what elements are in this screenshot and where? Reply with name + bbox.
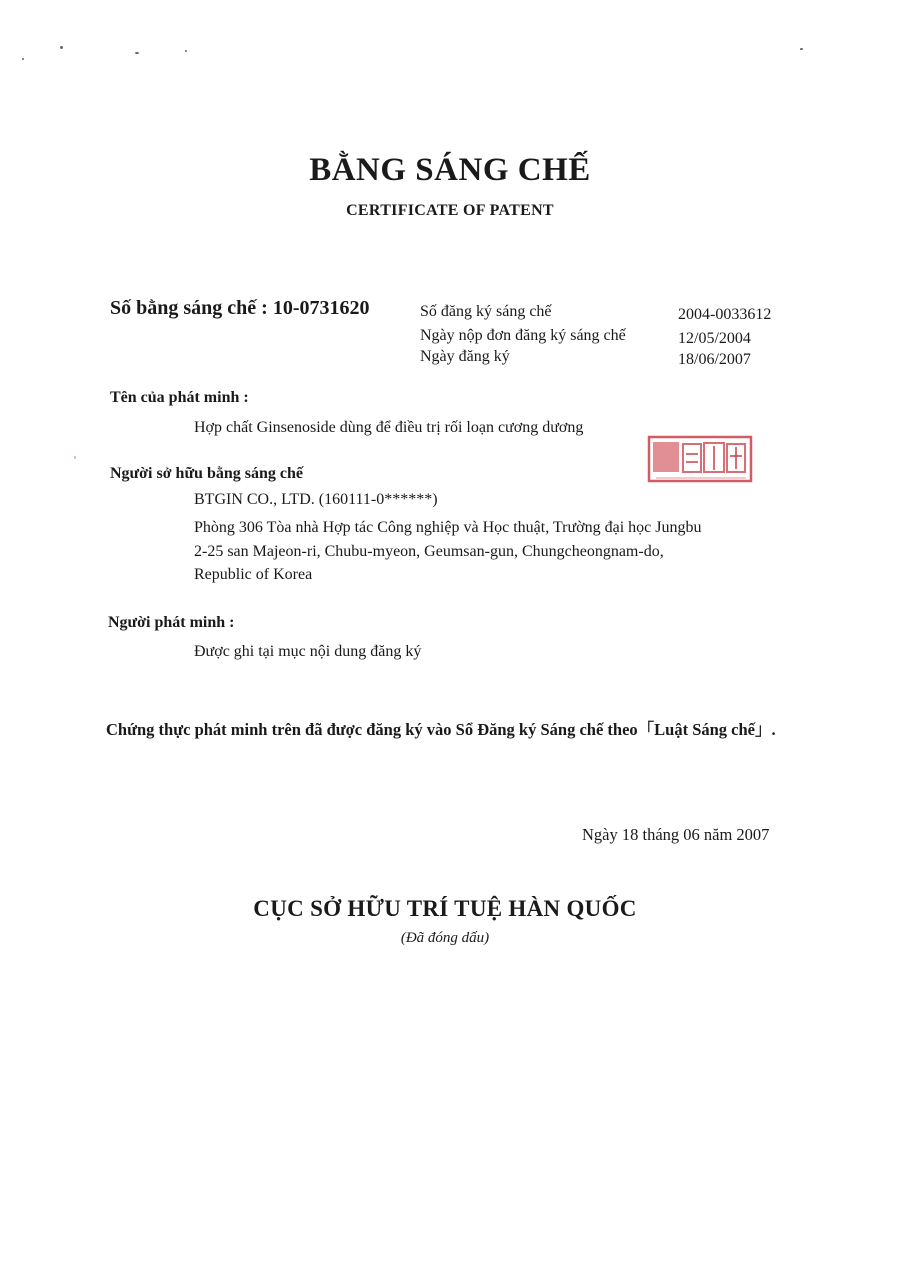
issuing-office: CỤC SỞ HỮU TRÍ TUỆ HÀN QUỐC <box>253 896 637 921</box>
owner-company: BTGIN CO., LTD. (160111-0******) <box>194 491 438 508</box>
red-seal-stamp <box>646 434 754 484</box>
certification-statement: Chứng thực phát minh trên đã được đăng ký vào Sổ Đăng ký Sáng chế theo「Luật Sáng chế」. <box>106 720 776 739</box>
patent-number: Số bằng sáng chế : 10-0731620 <box>110 297 370 319</box>
scan-speck <box>74 456 76 459</box>
owner-label: Người sở hữu bằng sáng chế <box>110 465 303 482</box>
document-title: BẰNG SÁNG CHẾ <box>309 152 591 188</box>
invention-name: Hợp chất Ginsenoside dùng để điều trị rối loạn cương dương <box>194 419 584 436</box>
issue-date: Ngày 18 tháng 06 năm 2007 <box>582 825 770 844</box>
scan-speck <box>135 52 139 54</box>
inventor-value: Được ghi tại mục nội dung đăng ký <box>194 643 422 660</box>
registration-date-value: 18/06/2007 <box>678 351 751 368</box>
registration-number-label: Số đăng ký sáng chế <box>420 303 552 320</box>
owner-country: Republic of Korea <box>194 566 313 583</box>
filing-date-label: Ngày nộp đơn đăng ký sáng chế <box>420 327 626 344</box>
sealed-note: (Đã đóng dấu) <box>400 930 490 946</box>
owner-address-line-1: Phòng 306 Tòa nhà Hợp tác Công nghiệp và Học thuật, Trường đại học Jungbu <box>194 519 702 536</box>
inventor-label: Người phát minh : <box>108 614 235 631</box>
registration-number-value: 2004-0033612 <box>678 306 772 323</box>
owner-address-line-2: 2-25 san Majeon-ri, Chubu-myeon, Geumsan-gun, Chungcheongnam-do, <box>194 543 664 560</box>
scan-speck <box>22 58 24 60</box>
invention-label: Tên của phát minh : <box>110 389 249 406</box>
scan-speck <box>185 50 187 52</box>
scan-speck <box>60 46 63 49</box>
filing-date-value: 12/05/2004 <box>678 330 751 347</box>
document-subtitle: CERTIFICATE OF PATENT <box>346 202 554 219</box>
scan-speck <box>800 48 803 50</box>
registration-date-label: Ngày đăng ký <box>420 348 510 365</box>
